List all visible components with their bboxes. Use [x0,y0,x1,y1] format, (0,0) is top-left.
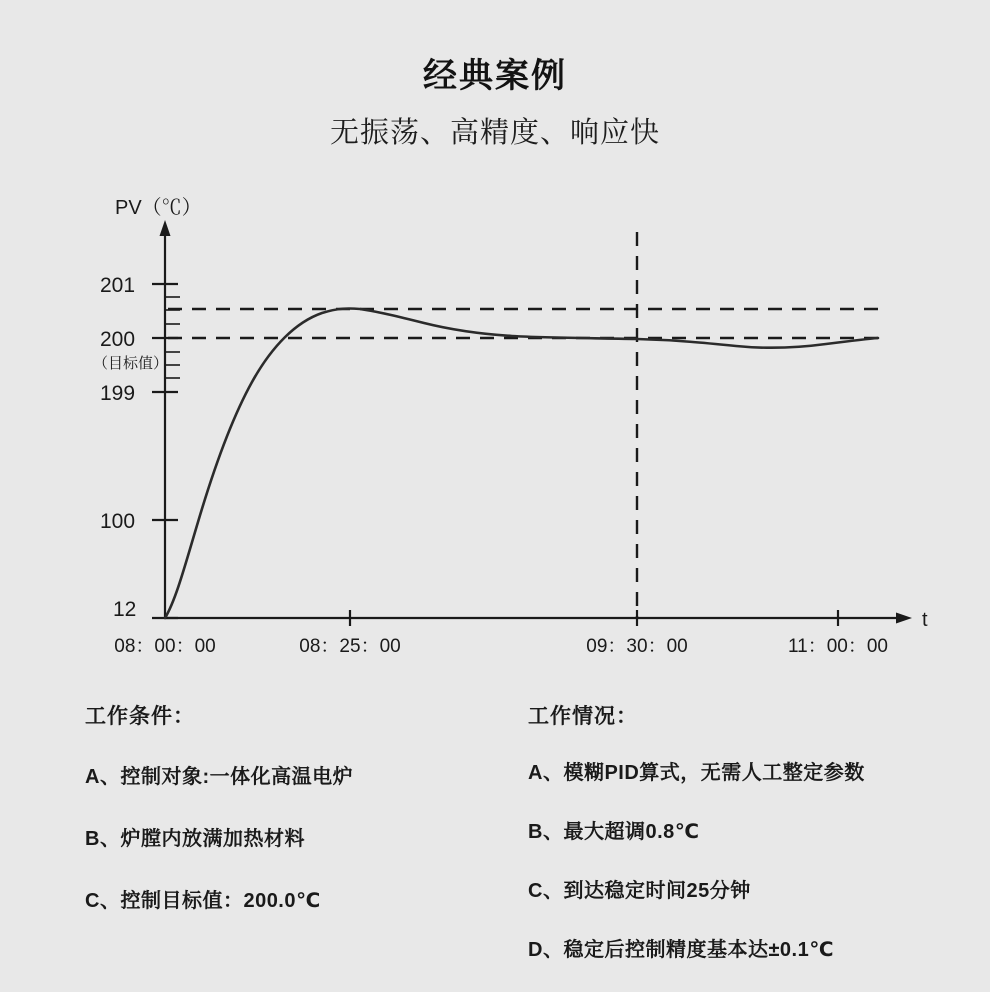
y-tick-201: 201 [100,274,136,297]
y-tick-100: 100 [100,510,136,533]
x-axis-title: t [922,609,928,631]
work-results-column [528,700,968,992]
y-axis-title: PV（℃） [115,197,202,219]
pv-response-curve [165,308,878,618]
work-results-item-d: D、稳定后控制精度基本达±0.1℃ [528,939,834,961]
y-tick-200-sub: （目标值） [93,355,169,372]
y-axis [160,220,171,618]
x-tick-4: 11：00：00 [788,636,888,657]
page-title: 经典案例 [423,57,567,95]
x-tick-1: 08：00：00 [114,636,216,657]
x-tick-2: 08：25：00 [299,636,401,657]
y-tick-200: 200 [100,328,136,351]
notes-section [0,700,990,980]
work-conditions-item-c: C、控制目标值：200.0℃ [85,890,321,912]
work-results-item-b: B、最大超调0.8℃ [528,821,700,843]
work-results-item-c: C、到达稳定时间25分钟 [528,880,751,902]
work-results-item-a: A、模糊PID算式，无需人工整定参数 [528,762,865,784]
work-conditions-item-a: A、控制对象:一体化高温电炉 [85,766,354,788]
x-tick-3: 09：30：00 [586,636,688,657]
work-results-heading: 工作情况： [528,705,638,728]
y-tick-12: 12 [113,598,137,621]
x-axis [165,613,912,624]
work-conditions-heading: 工作条件： [85,705,195,728]
y-tick-199: 199 [100,382,136,405]
pv-time-chart [0,170,990,670]
work-conditions-column [85,700,505,946]
page-subtitle: 无振荡、高精度、响应快 [329,117,660,149]
work-conditions-item-b: B、炉膛内放满加热材料 [85,828,305,850]
